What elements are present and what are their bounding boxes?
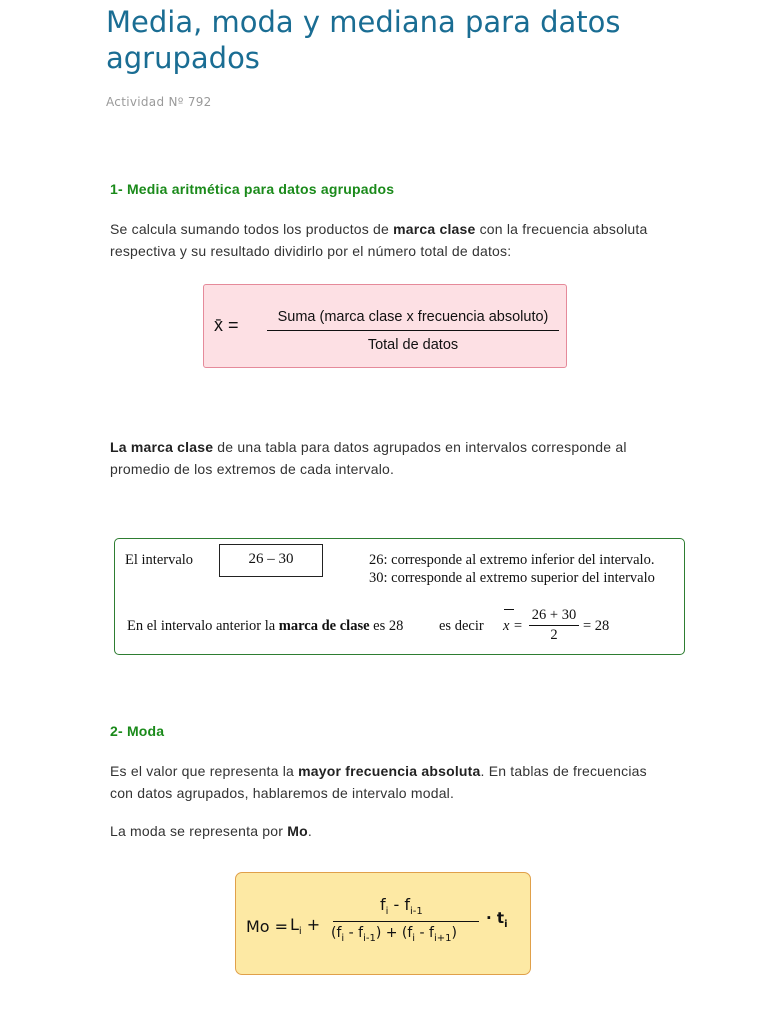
formula-mode-li: $L_i$ + (290, 915, 321, 938)
activity-number: Actividad Nº 792 (106, 95, 212, 109)
formula-mean-denominator: Total de datos (367, 337, 459, 353)
interval-example-box (114, 538, 685, 655)
page-title: Media, moda y mediana para datos agrupados (106, 5, 621, 75)
xbar-symbol: x = (503, 618, 523, 634)
formula-box-mode (235, 872, 531, 975)
fraction-numerator: 26 + 30 (531, 607, 577, 623)
fraction-bar (529, 625, 579, 626)
interval-fraction (529, 607, 579, 644)
section-heading-media: 1- Media aritmética para datos agrupados (110, 181, 395, 197)
formula-box-mean (203, 284, 567, 368)
paragraph-moda-symbol: La moda se representa por Mo. (110, 823, 312, 839)
marca-clase-sentence: En el intervalo anterior la marca de clase es 28 (127, 618, 404, 634)
formula-mode-denominator: $(f_i - f_{i-1}) + (f_i - f_{i+1})$ (331, 925, 457, 944)
fraction-bar (267, 330, 559, 331)
interval-value-box: 26 – 30 (219, 544, 323, 577)
formula-mean-numerator: Suma (marca clase x frecuencia absoluto) (277, 309, 549, 325)
section-heading-moda: 2- Moda (110, 723, 165, 739)
formula-mean-lhs: x̄ = (214, 315, 239, 335)
paragraph-marca-clase: La marca clase de una tabla para datos agrupados en intervalos corresponde al promedio de los extremos de cada intervalo. (110, 439, 627, 477)
note-lower-bound: 26: corresponde al extremo inferior del intervalo. (369, 552, 655, 568)
note-upper-bound: 30: corresponde al extremo superior del intervalo (369, 570, 655, 586)
paragraph-moda-definition: Es el valor que representa la mayor frecuencia absoluta. En tablas de frecuencias con datos agrupados, hablaremos de intervalo modal. (110, 763, 647, 801)
fraction-bar (333, 921, 479, 922)
interval-label: El intervalo (125, 552, 194, 568)
formula-mode-times-ti: · $t_i$ (486, 909, 508, 930)
paragraph-media-definition: Se calcula sumando todos los productos de marca clase con la frecuencia absoluta respectiva y su resultado dividirlo por el número total de datos: (110, 221, 648, 259)
interval-result: = 28 (583, 618, 610, 634)
xbar-overline (504, 609, 514, 610)
formula-mode-lhs: Mo = (246, 917, 289, 936)
es-decir-text: es decir (439, 618, 484, 634)
fraction-denominator: 2 (550, 627, 558, 643)
formula-mode-numerator: $f_i - f_{i-1}$ (380, 895, 423, 918)
